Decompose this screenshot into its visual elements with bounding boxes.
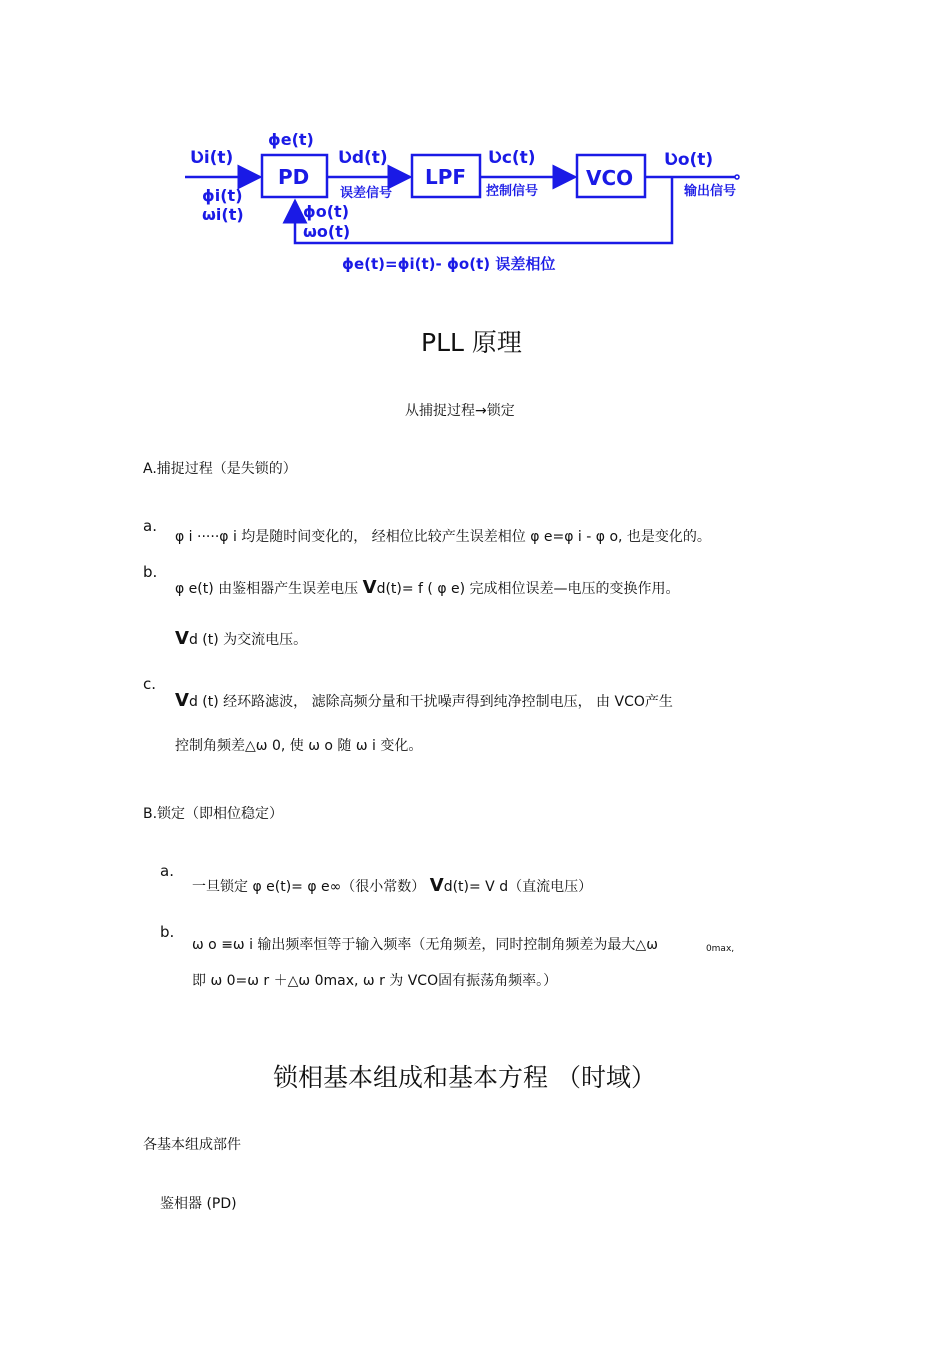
marker-a: a. — [143, 517, 157, 535]
capture-b-line2-text: d (t) 为交流电压。 — [188, 632, 308, 648]
vc-label: Ʋc(t) — [488, 148, 536, 168]
phi-i-label: ɸi(t) — [202, 186, 243, 205]
marker-lock-a: a. — [160, 862, 174, 880]
err-signal-label: 误差信号 — [340, 186, 393, 201]
v-symbol: V — [429, 875, 444, 896]
capture-c-line1-text: d (t) 经环路滤波， 滤除高频分量和干扰噪声得到纯净控制电压， 由 VCO产生 — [188, 694, 673, 710]
lock-a-post: d(t)= V d（直流电压） — [443, 879, 593, 895]
capture-b-text — [175, 577, 680, 598]
marker-b: b. — [143, 563, 158, 581]
omega-i-label: ωi(t) — [202, 205, 244, 224]
heading-capture: A.捕捉过程（是失锁的） — [143, 461, 297, 477]
v-symbol: V — [175, 628, 189, 649]
title-pll-principle: PLL 原理 — [421, 328, 522, 357]
vo-label: Ʋo(t) — [664, 150, 714, 170]
phi-o-label: ɸo(t) — [303, 202, 350, 221]
vd-label: Ʋd(t) — [338, 148, 388, 168]
out-signal-label: 输出信号 — [684, 184, 737, 199]
output-terminal — [735, 175, 739, 179]
lpf-label: LPF — [425, 165, 467, 189]
lock-b-line1-text: ω o ≡ω i 输出频率恒等于输入频率（无角频差，同时控制角频差为最大△ω — [192, 937, 658, 953]
lock-a-pre: 一旦锁定 φ e(t)= φ e∞（很小常数） — [192, 879, 430, 895]
section-components: 各基本组成部件 — [143, 1137, 241, 1153]
lock-b-line1-sub: 0max, — [705, 944, 735, 954]
phi-e-label: ɸe(t) — [268, 130, 314, 149]
vi-label: Ʋi(t) — [190, 148, 234, 168]
lock-b-line1 — [192, 934, 734, 954]
capture-a-text: φ i ·····φ i 均是随时间变化的， 经相位比较产生误差相位 φ e=φ i - φ o, 也是变化的。 — [175, 529, 711, 545]
v-symbol: V — [175, 690, 189, 711]
v-symbol: V — [362, 577, 377, 598]
item-phase-detector: 鉴相器 (PD) — [160, 1196, 237, 1212]
title-basic-composition: 锁相基本组成和基本方程 （时域） — [273, 1063, 656, 1092]
omega-o-label: ωo(t) — [303, 222, 351, 241]
lock-a-text — [192, 875, 592, 896]
capture-b-line2 — [175, 628, 307, 649]
phase-equation: ɸe(t)=ɸi(t)- ɸo(t) 误差相位 — [342, 255, 556, 273]
ctrl-signal-label: 控制信号 — [486, 184, 539, 199]
marker-lock-b: b. — [160, 923, 175, 941]
pd-label: PD — [278, 165, 310, 189]
capture-b-pre: φ e(t) 由鉴相器产生误差电压 — [175, 581, 363, 597]
capture-c-line1 — [175, 690, 673, 711]
heading-lock: B.锁定（即相位稳定） — [143, 806, 284, 822]
subtitle-capture-to-lock: 从捕捉过程→锁定 — [405, 403, 515, 419]
vco-label: VCO — [586, 166, 634, 190]
pll-block-diagram — [180, 125, 760, 280]
capture-b-post: d(t)= f ( φ e) 完成相位误差—电压的变换作用。 — [376, 581, 680, 597]
lock-b-line2: 即 ω 0=ω r ＋△ω 0max, ω r 为 VCO固有振荡角频率。） — [192, 973, 558, 989]
marker-c: c. — [143, 675, 157, 693]
capture-c-line2: 控制角频差△ω 0, 使 ω o 随 ω i 变化。 — [175, 738, 423, 754]
